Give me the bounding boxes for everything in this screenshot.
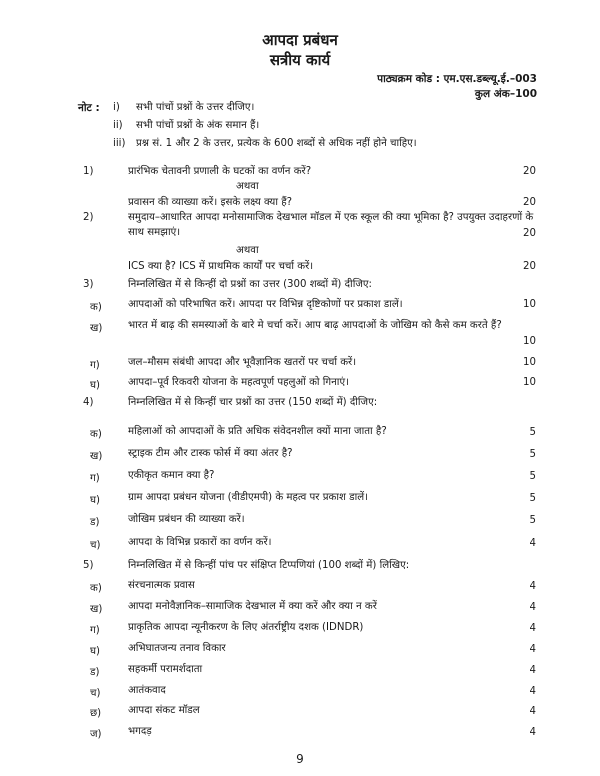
sub-question-text: आपदा मनोवैज्ञानिक–सामाजिक देखभाल में क्या करें और क्या न करें [128, 601, 377, 612]
sub-question-marks: 4 [529, 581, 536, 592]
question-number: 5) [83, 560, 94, 571]
question-marks: 20 [523, 228, 536, 239]
sub-question-text: महिलाओं को आपदाओं के प्रति अधिक संवेदनशील क्यों माना जाता है? [128, 426, 387, 437]
note-item-text: सभी पांचों प्रश्नों के उत्तर दीजिए। [136, 102, 255, 113]
question-number: 3) [83, 279, 94, 290]
sub-question-text: आपदा–पूर्व रिकवरी योजना के महत्वपूर्ण पहलुओं को गिनाएं। [128, 377, 349, 388]
sub-question-number: ड) [90, 667, 100, 678]
sub-question-marks: 10 [523, 357, 536, 368]
or-separator: अथवा [236, 181, 259, 192]
page-number: 9 [296, 752, 304, 766]
question-text: साथ समझाएं। [128, 227, 181, 238]
question-marks: 20 [523, 261, 536, 272]
sub-question-number: घ) [90, 495, 100, 506]
sub-question-marks: 10 [523, 377, 536, 388]
note-label: नोट : [78, 102, 100, 114]
sub-question-text: आतंकवाद [128, 685, 166, 696]
sub-question-marks: 4 [529, 727, 536, 738]
document-title: आपदा प्रबंधन [262, 31, 338, 49]
note-item-text: सभी पांचों प्रश्नों के अंक समान हैं। [136, 120, 260, 131]
sub-question-marks: 4 [529, 602, 536, 613]
sub-question-marks: 4 [529, 623, 536, 634]
note-item-number: i) [113, 102, 120, 113]
sub-question-number: ख) [90, 323, 103, 334]
question-marks: 20 [523, 166, 536, 177]
sub-question-marks: 10 [523, 336, 536, 347]
or-separator: अथवा [236, 245, 259, 256]
sub-question-marks: 10 [523, 299, 536, 310]
question-text: समुदाय–आधारित आपदा मनोसामाजिक देखभाल मॉडल में एक स्कूल की क्या भूमिका है? उपयुक्त उदाहरणों के [128, 212, 534, 223]
sub-question-text: आपदा के विभिन्न प्रकारों का वर्णन करें। [128, 537, 272, 548]
sub-question-text: अभिघातजन्य तनाव विकार [128, 643, 226, 654]
question-number: 2) [83, 212, 94, 223]
sub-question-number: क) [90, 583, 102, 594]
sub-question-text: संरचनात्मक प्रवास [128, 580, 195, 591]
sub-question-text: आपदा संकट मॉडल [128, 705, 200, 716]
sub-question-text: प्राकृतिक आपदा न्यूनीकरण के लिए अंतर्राष्ट्रीय दशक (IDNDR) [128, 622, 364, 633]
total-marks: कुल अंक–100 [474, 88, 537, 100]
sub-question-text: जोखिम प्रबंधन की व्याख्या करें। [128, 514, 245, 525]
sub-question-text: एकीकृत कमान क्या है? [128, 470, 215, 481]
note-item-number: iii) [113, 138, 126, 149]
sub-question-marks: 5 [529, 449, 536, 460]
question-intro: निम्नलिखित में से किन्हीं पांच पर संक्षिप्त टिप्पणियां (100 शब्दों में) लिखिए: [128, 560, 410, 571]
question-number: 1) [83, 166, 94, 177]
sub-question-marks: 5 [529, 493, 536, 504]
sub-question-marks: 5 [529, 515, 536, 526]
sub-question-text: ग्राम आपदा प्रबंधन योजना (वीडीएमपी) के महत्व पर प्रकाश डालें। [128, 492, 368, 503]
sub-question-number: च) [90, 688, 101, 699]
sub-question-number: घ) [90, 646, 100, 657]
sub-question-number: ड) [90, 517, 100, 528]
sub-question-number: घ) [90, 380, 100, 391]
question-number: 4) [83, 397, 94, 408]
question-text: ICS क्या है? ICS में प्राथमिक कार्यों पर चर्चा करें। [128, 261, 314, 272]
sub-question-number: छ) [90, 708, 102, 719]
note-item-number: ii) [113, 120, 123, 131]
sub-question-marks: 4 [529, 706, 536, 717]
sub-question-marks: 5 [529, 427, 536, 438]
sub-question-text: भगदड़ [128, 726, 152, 737]
question-text: प्रारंभिक चेतावनी प्रणाली के घटकों का वर्णन करें? [128, 166, 312, 177]
sub-question-number: ग) [90, 473, 100, 484]
sub-question-marks: 4 [529, 686, 536, 697]
sub-question-marks: 4 [529, 644, 536, 655]
sub-question-number: ख) [90, 604, 103, 615]
question-intro: निम्नलिखित में से किन्हीं दो प्रश्नों का उत्तर (300 शब्दों में) दीजिए: [128, 279, 372, 290]
sub-question-text: स्ट्राइक टीम और टास्क फोर्स में क्या अंतर है? [128, 448, 293, 459]
sub-question-number: ग) [90, 625, 100, 636]
sub-question-text: सहकर्मी परामर्शदाता [128, 664, 203, 675]
sub-question-number: क) [90, 429, 102, 440]
sub-question-marks: 4 [529, 665, 536, 676]
sub-question-number: क) [90, 302, 102, 313]
sub-question-text: आपदाओं को परिभाषित करें। आपदा पर विभिन्न दृष्टिकोणों पर प्रकाश डालें। [128, 299, 403, 310]
sub-question-text: जल–मौसम संबंधी आपदा और भूवैज्ञानिक खतरों पर चर्चा करें। [128, 357, 357, 368]
sub-question-number: च) [90, 540, 101, 551]
document-subtitle: सत्रीय कार्य [269, 51, 331, 69]
question-text: प्रवासन की व्याख्या करें। इसके लक्ष्य क्या हैं? [128, 197, 293, 208]
sub-question-number: ज) [90, 729, 102, 740]
sub-question-text: भारत में बाढ़ की समस्याओं के बारे मे चर्चा करें। आप बाढ़ आपदाओं के जोखिम को कैसे कम करते हैं? [128, 320, 502, 331]
note-item-text: प्रश्न सं. 1 और 2 के उत्तर, प्रत्येक के 600 शब्दों से अधिक नहीं होने चाहिए। [136, 138, 417, 149]
sub-question-marks: 5 [529, 471, 536, 482]
sub-question-number: ग) [90, 360, 100, 371]
sub-question-marks: 4 [529, 538, 536, 549]
question-intro: निम्नलिखित में से किन्हीं चार प्रश्नों का उत्तर (150 शब्दों में) दीजिए: [128, 397, 378, 408]
sub-question-number: ख) [90, 451, 103, 462]
question-marks: 20 [523, 197, 536, 208]
course-code: पाठ्यक्रम कोड : एम.एस.डब्ल्यू.ई.–003 [377, 73, 537, 85]
